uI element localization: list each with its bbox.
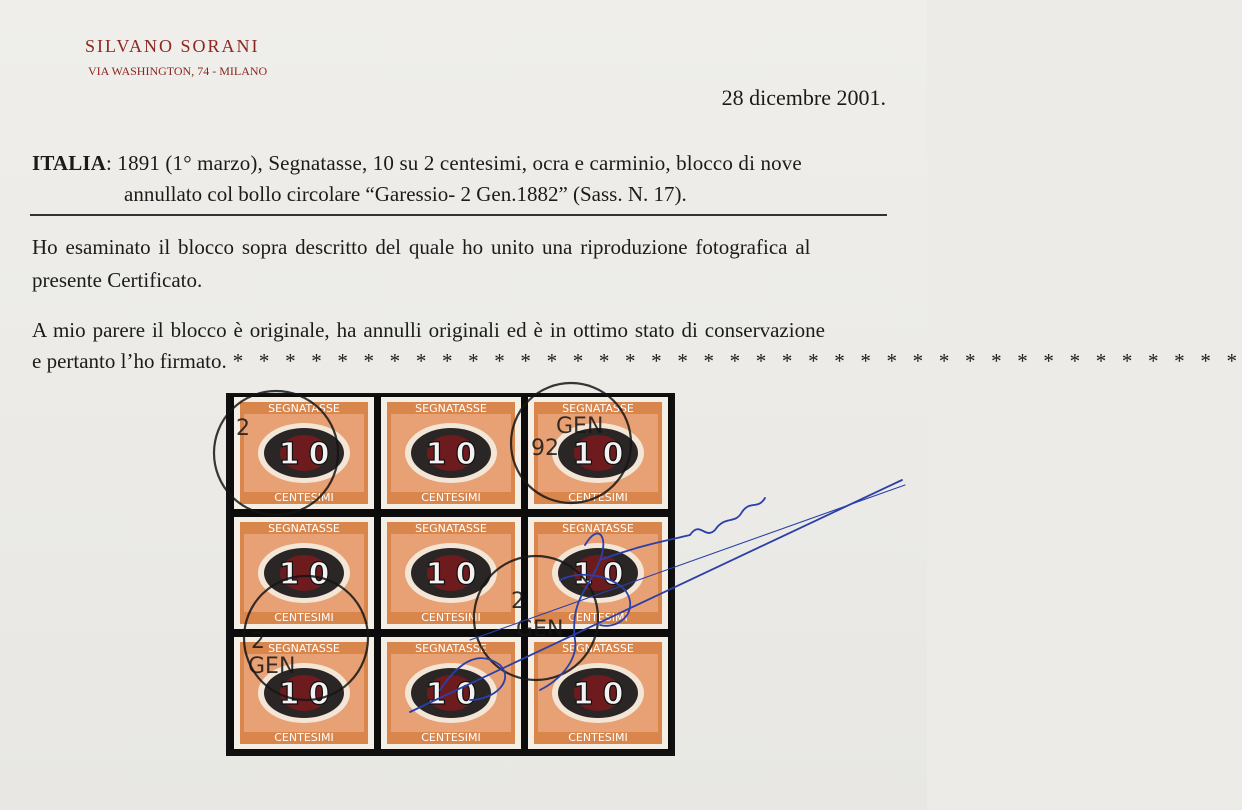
postmark-day: 2 — [511, 589, 525, 614]
examination-text-line-2: presente Certificato. — [32, 268, 203, 292]
stamp-top-label: SEGNATASSE — [562, 402, 634, 415]
stamp-value-digit: 0 — [308, 437, 330, 472]
postmark-month: GEN — [248, 654, 296, 679]
stamp-bottom-label: CENTESIMI — [568, 611, 628, 624]
stamp-top-label: SEGNATASSE — [268, 522, 340, 535]
firm-name: SILVANO SORANI — [85, 36, 260, 56]
stamp-bottom-label: CENTESIMI — [568, 731, 628, 744]
examination-text-line-1: Ho esaminato il blocco sopra descritto del quale ho unito una riproduzione fotografica al — [32, 235, 811, 259]
stamp-bottom-label: CENTESIMI — [421, 611, 481, 624]
stamp-value-digit: 0 — [602, 437, 624, 472]
stamp-bottom-label: CENTESIMI — [274, 731, 334, 744]
postmark-month: GEN — [556, 414, 604, 439]
stamp-top-label: SEGNATASSE — [562, 642, 634, 655]
stamp-value-digit: 1 — [425, 557, 447, 592]
stamp-bottom-label: CENTESIMI — [274, 491, 334, 504]
stamp-value-digit: 1 — [278, 557, 300, 592]
certificate-date: 28 dicembre 2001. — [721, 85, 886, 110]
stamp-top-label: SEGNATASSE — [415, 522, 487, 535]
stamp-bottom-label: CENTESIMI — [421, 491, 481, 504]
stamp-value-digit: 0 — [308, 557, 330, 592]
postmark-month: GEN — [516, 617, 564, 642]
stamp-value-digit: 0 — [455, 437, 477, 472]
stamp-value-digit: 1 — [572, 677, 594, 712]
asterisk-filler: * * * * * * * * * * * * * * * * * * * * * * * * * * * * * * * * * * * * * * * — [232, 349, 1242, 373]
opinion-text-line-2-text: e pertanto l’ho firmato. — [32, 349, 227, 373]
stamp-value-digit: 0 — [602, 677, 624, 712]
stamp-value-digit: 1 — [572, 437, 594, 472]
stamp-value-digit: 1 — [425, 677, 447, 712]
stamp-bottom-label: CENTESIMI — [421, 731, 481, 744]
stamp-value-digit: 1 — [278, 437, 300, 472]
postmark-day: 2 — [236, 416, 250, 441]
stamp-top-label: SEGNATASSE — [415, 402, 487, 415]
description-line-1-text: : 1891 (1° marzo), Segnatasse, 10 su 2 centesimi, ocra e carminio, blocco di nove — [106, 151, 802, 175]
country-label: ITALIA — [32, 151, 107, 175]
stamp-value-digit: 0 — [308, 677, 330, 712]
stamp-bottom-label: CENTESIMI — [274, 611, 334, 624]
stamp-value-digit: 1 — [572, 557, 594, 592]
stamp-top-label: SEGNATASSE — [268, 402, 340, 415]
firm-address: VIA WASHINGTON, 74 - MILANO — [88, 64, 268, 78]
stamp-value-digit: 1 — [278, 677, 300, 712]
stamp-top-label: SEGNATASSE — [562, 522, 634, 535]
postmark-year: 92 — [531, 436, 559, 461]
postmark-day: 2 — [251, 629, 265, 654]
stamp-value-digit: 0 — [455, 557, 477, 592]
stamp-value-digit: 0 — [602, 557, 624, 592]
stamp-top-label: SEGNATASSE — [268, 642, 340, 655]
opinion-text-line-1: A mio parere il blocco è originale, ha annulli originali ed è in ottimo stato di conservazione — [32, 318, 825, 342]
stamp-bottom-label: CENTESIMI — [568, 491, 628, 504]
stamp-value-digit: 1 — [425, 437, 447, 472]
stamp-value-digit: 0 — [455, 677, 477, 712]
stamp-top-label: SEGNATASSE — [415, 642, 487, 655]
description-line-2: annullato col bollo circolare “Garessio- 2 Gen.1882” (Sass. N. 17). — [124, 182, 687, 206]
